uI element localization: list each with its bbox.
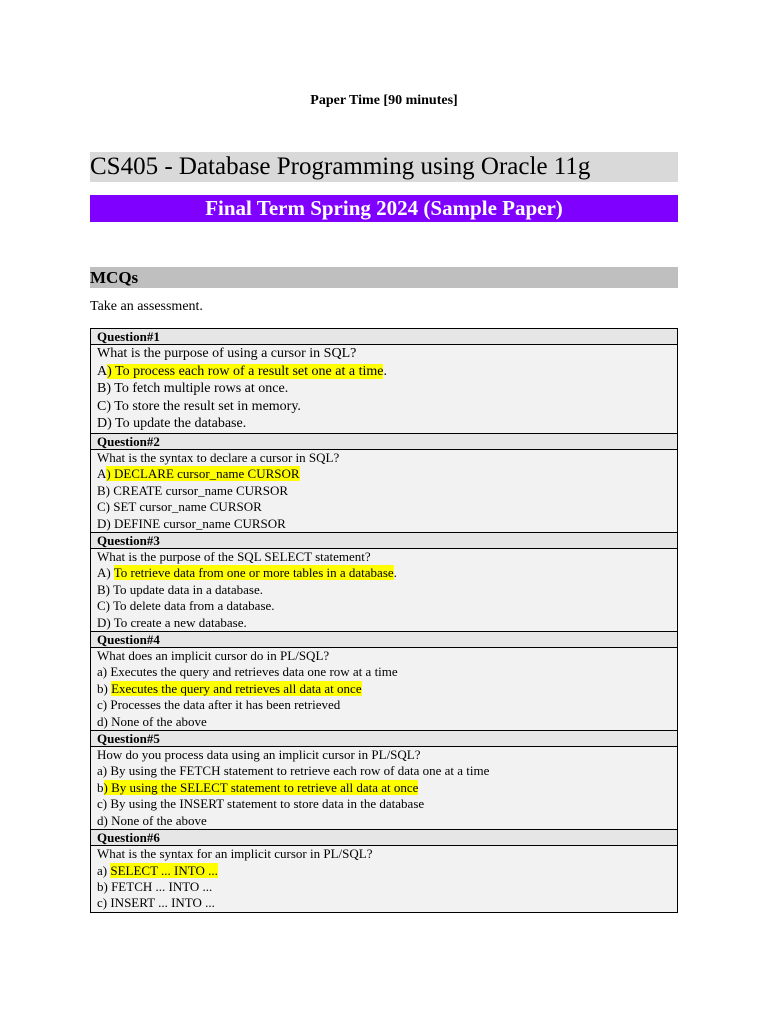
question-text: What is the syntax to declare a cursor in SQL? — [97, 449, 340, 465]
question-body — [91, 648, 677, 731]
option-text: a) Executes the query and retrieves data one row at a time — [97, 664, 398, 680]
question-label: Question#3 — [91, 533, 677, 549]
option-text: b) FETCH ... INTO ... — [97, 878, 213, 894]
option-prefix: b — [97, 779, 104, 795]
option-text: B) To fetch multiple rows at once. — [97, 381, 289, 397]
option-prefix: A — [97, 363, 108, 379]
answer-option — [97, 499, 677, 515]
option-text: c) INSERT ... INTO ... — [97, 895, 215, 911]
question-body — [91, 549, 677, 632]
answer-option-correct — [97, 780, 677, 796]
highlighted-answer: To retrieve data from one or more tables in a database — [113, 565, 394, 581]
answer-option — [97, 415, 677, 433]
question-block — [91, 434, 677, 533]
mcq-table — [90, 328, 678, 913]
answer-option — [97, 516, 677, 532]
question-text: How do you process data using an implicit cursor in PL/SQL? — [97, 747, 421, 763]
option-text: D) DEFINE cursor_name CURSOR — [97, 515, 286, 531]
answer-option — [97, 879, 677, 895]
answer-option — [97, 796, 677, 812]
highlighted-answer: ) DECLARE cursor_name CURSOR — [106, 466, 300, 482]
option-text: a) By using the FETCH statement to retrieve each row of data one at a time — [97, 763, 490, 779]
question-text: What is the syntax for an implicit cursor in PL/SQL? — [97, 846, 373, 862]
highlighted-answer: SELECT ... INTO ... — [110, 862, 218, 878]
answer-option-correct — [97, 466, 677, 482]
option-prefix: b) — [97, 680, 112, 696]
option-text: c) Processes the data after it has been retrieved — [97, 697, 341, 713]
answer-option — [97, 714, 677, 730]
answer-option — [97, 763, 677, 779]
highlighted-answer: ) To process each row of a result set one at a time — [107, 363, 384, 379]
course-title: CS405 - Database Programming using Oracle 11g — [90, 152, 678, 182]
question-block — [91, 533, 677, 632]
option-prefix: A — [97, 466, 107, 482]
question-block — [91, 830, 677, 912]
section-heading-mcqs: MCQs — [90, 267, 678, 288]
answer-option — [97, 813, 677, 829]
question-body — [91, 846, 677, 912]
answer-option — [97, 615, 677, 631]
answer-option-correct — [97, 863, 677, 879]
question-label: Question#6 — [91, 830, 677, 846]
question-body — [91, 747, 677, 830]
highlighted-answer: ) By using the SELECT statement to retrieve all data at once — [103, 779, 419, 795]
answer-option — [97, 664, 677, 680]
answer-option-correct — [97, 681, 677, 697]
option-text: D) To update the database. — [97, 416, 247, 432]
answer-option — [97, 697, 677, 713]
question-text: What is the purpose of using a cursor in SQL? — [97, 346, 357, 361]
option-text: B) CREATE cursor_name CURSOR — [97, 482, 289, 498]
answer-option — [97, 582, 677, 598]
question-label: Question#5 — [91, 731, 677, 747]
option-text: C) To delete data from a database. — [97, 598, 275, 614]
option-text: C) To store the result set in memory. — [97, 398, 301, 414]
answer-option — [97, 598, 677, 614]
answer-option — [97, 380, 677, 398]
question-text: What does an implicit cursor do in PL/SQL? — [97, 648, 330, 664]
answer-option — [97, 398, 677, 416]
question-body — [91, 450, 677, 533]
question-block — [91, 329, 677, 434]
answer-option-correct — [97, 363, 677, 381]
option-suffix: . — [383, 363, 387, 379]
option-text: d) None of the above — [97, 812, 207, 828]
question-text: What is the purpose of the SQL SELECT statement? — [97, 549, 371, 564]
option-text: c) By using the INSERT statement to store data in the database — [97, 796, 425, 812]
question-block — [91, 632, 677, 731]
highlighted-answer: Executes the query and retrieves all data at once — [111, 680, 362, 696]
option-suffix: . — [393, 565, 397, 581]
option-prefix: a) — [97, 862, 111, 878]
question-label: Question#2 — [91, 434, 677, 450]
option-text: B) To update data in a database. — [97, 581, 263, 597]
answer-option-correct — [97, 565, 677, 581]
answer-option — [97, 483, 677, 499]
exam-title-banner: Final Term Spring 2024 (Sample Paper) — [90, 195, 678, 222]
option-text: d) None of the above — [97, 713, 207, 729]
instructions-text: Take an assessment. — [90, 299, 203, 314]
option-text: D) To create a new database. — [97, 614, 247, 630]
question-label: Question#1 — [91, 329, 677, 345]
question-block — [91, 731, 677, 830]
paper-time: Paper Time [90 minutes] — [310, 93, 458, 108]
question-body — [91, 345, 677, 434]
option-text: C) SET cursor_name CURSOR — [97, 499, 262, 515]
answer-option — [97, 895, 677, 911]
option-prefix: A) — [97, 565, 114, 581]
question-label: Question#4 — [91, 632, 677, 648]
